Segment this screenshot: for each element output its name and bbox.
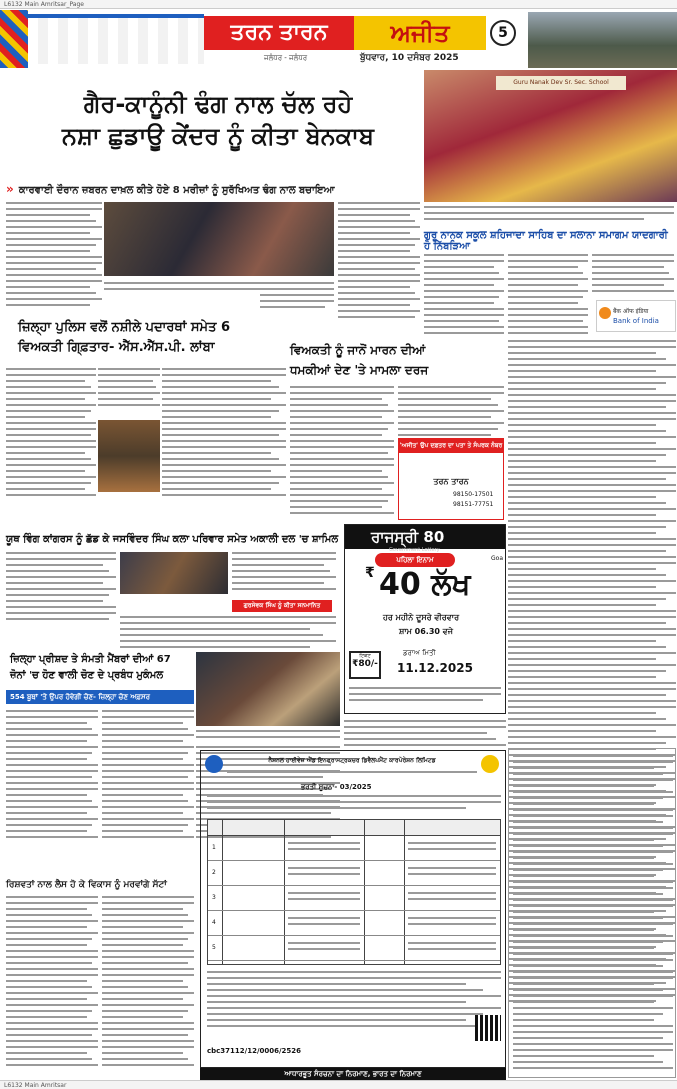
- lottery-fineprint: [349, 687, 501, 705]
- story2-headline-line2: ਵਿਅਕਤੀ ਗਿ੍ਫ਼ਤਾਰ- ਐੱਸ.ਐੱਸ.ਪੀ. ਲਾਂਬਾ: [18, 340, 215, 355]
- story4-col-3: [232, 552, 336, 594]
- recruitment-ad-number: ਭਰਤੀ ਸੂਚਨਾ- 03/2025: [301, 783, 372, 791]
- masthead-ornament-left: [28, 14, 204, 64]
- lottery-prize-label: ਪਹਿਲਾ ਇਨਾਮ: [375, 553, 455, 567]
- bharat-logo-icon: [481, 755, 499, 773]
- lead-photo-caption: [104, 282, 334, 294]
- story2-col-1: [6, 368, 96, 500]
- recruitment-intro: [207, 795, 501, 813]
- lottery-schedule: ਹਰ ਮਹੀਨੇ ਦੂਸਰੇ ਵੀਰਵਾਰ: [383, 613, 460, 622]
- lottery-draw-label: ਡਰਾਅ ਮਿਤੀ: [403, 649, 436, 657]
- story6-col-1: [6, 896, 98, 1070]
- ssp-photo: [98, 420, 160, 492]
- lottery-amount: 40 ਲੱਖ: [379, 567, 471, 602]
- recruitment-footer-code: cbc37112/12/0006/2526: [207, 1047, 302, 1055]
- lottery-ad: [344, 524, 506, 714]
- recruitment-row-number: 4: [212, 919, 216, 926]
- page-number: 5: [490, 20, 516, 46]
- recruitment-table-row: [208, 886, 500, 911]
- recruitment-table-row: [208, 911, 500, 936]
- lead-headline-line2: ਨਸ਼ਾ ਛੁਡਾਊ ਕੇਂਦਰ ਨੂੰ ਕੀਤਾ ਬੇਨਕਾਬ: [62, 122, 374, 150]
- lead-subhead: [6, 178, 418, 198]
- masthead-title-left: ਤਰਨ ਤਾਰਨ: [204, 16, 354, 50]
- lead-col-1: [6, 202, 102, 310]
- bank-logo-icon: [599, 307, 611, 319]
- school-banner: Guru Nanak Dev Sr. Sec. School: [496, 76, 626, 90]
- bank-ad: [596, 300, 676, 332]
- story3-col-2: [398, 386, 504, 440]
- lottery-rupee-symbol: ₹: [365, 565, 375, 581]
- story3-headline: [290, 340, 504, 380]
- school-event-photo: [424, 70, 677, 202]
- story2-col-3: [162, 368, 286, 500]
- recruitment-table: [207, 819, 501, 965]
- masthead-pattern-left: [0, 10, 28, 68]
- story5-photo-caption: [196, 730, 340, 742]
- small-notice: [344, 720, 506, 750]
- recruitment-table-row: [208, 836, 500, 861]
- bank-name-hi: बैंक ऑफ इंडिया: [613, 308, 649, 315]
- lead-col-2: [260, 294, 334, 312]
- masthead: [0, 10, 677, 68]
- masthead-date: ਬੁੱਧਵਾਰ, 10 ਦਸੰਬਰ 2025: [360, 53, 459, 63]
- masthead-city: ਜਲੰਧਰ - ਜਲੰਧਰ: [264, 54, 308, 62]
- school-col-1: [424, 254, 504, 338]
- story3-headline-line1: ਵਿਅਕਤੀ ਨੂੰ ਜਾਨੋਂ ਮਾਰਨ ਦੀਆਂ: [290, 343, 426, 357]
- lottery-time: ਸ਼ਾਮ 06.30 ਵਜੇ: [399, 627, 453, 636]
- recruitment-body: [207, 971, 501, 1031]
- lottery-draw-date: 11.12.2025: [397, 661, 473, 675]
- story2-headline-line1: ਜ਼ਿਲ੍ਹਾ ਪੁਲਿਸ ਵਲੋਂ ਨਸ਼ੀਲੇ ਪਦਾਰਥਾਂ ਸਮੇਤ 6: [18, 320, 230, 335]
- story5-headline-line2: ਜ਼ੋਨਾਂ 'ਚ ਹੋਣ ਵਾਲੀ ਚੋਣ ਦੇ ਪ੍ਰਬੰਧ ਮੁਕੰਮਲ: [10, 670, 164, 681]
- story4-col-2: [120, 616, 336, 652]
- school-headline: ਗੁਰੂ ਨਾਨਕ ਸਕੂਲ ਸ਼ਹਿਜਾਦਾ ਸਾਹਿਬ ਦਾ ਸਲਾਨਾ ਸਮਾਗਮ ਯਾਦਗਾਰੀ ਹੋ ਨਿੱਬੜਿਆ: [424, 230, 668, 252]
- story6-col-2: [102, 896, 194, 1070]
- ajit-box-title: 'ਅਜੀਤ' ਉਪ ਦਫ਼ਤਰ ਦਾ ਪਤਾ ਤੇ ਸੰਪਰਕ ਨੰਬਰ: [399, 439, 503, 453]
- lead-photo: [104, 202, 334, 276]
- recruitment-row-number: 2: [212, 869, 216, 876]
- top-print-strip: [0, 0, 677, 9]
- story3-col-1: [290, 386, 394, 518]
- story4-col-1: [6, 552, 116, 624]
- bottom-print-strip: [0, 1080, 677, 1089]
- ajit-phone-2: 98151-77751: [453, 501, 494, 508]
- lead-col-3: [338, 202, 420, 322]
- bottom-print-text: L6132 Main Amritsar: [4, 1082, 67, 1089]
- story5-col-2: [102, 710, 194, 842]
- right-notices-text: [513, 755, 673, 1073]
- recruitment-ad: [200, 750, 506, 1068]
- lottery-subbrand: Government Lottery: [389, 547, 440, 553]
- lead-headline-line1: ਗੈਰ-ਕਾਨੂੰਨੀ ਢੰਗ ਨਾਲ ਚੱਲ ਰਹੇ: [83, 90, 353, 118]
- story5-headline: [10, 652, 190, 684]
- recruitment-address: [227, 771, 477, 777]
- recruitment-row-number: 1: [212, 844, 216, 851]
- story5-col-1: [6, 710, 98, 842]
- recruitment-org: ਨੈਸ਼ਨਲ ਹਾਈਵੇਜ਼ ਐਂਡ ਇਨਫ੍ਰਾਸਟ੍ਰਕਚਰ ਡਿਵੈਲਪਮੈਂਟ ਕਾਰਪੋਰੇਸ਼ਨ ਲਿਮਿਟਡ: [268, 757, 436, 764]
- ajit-phone-1: 98150-17501: [453, 491, 494, 498]
- story3-headline-line2: ਧਮਕੀਆਂ ਦੇਣ 'ਤੇ ਮਾਮਲਾ ਦਰਜ: [290, 363, 429, 377]
- qr-code-icon: [475, 1015, 501, 1041]
- recruitment-table-header: [208, 820, 500, 836]
- top-print-text: L6132 Main Amritsar_Page: [4, 1, 84, 8]
- story5-blue-subhead: 554 ਬੂਥਾਂ 'ਤੇ ਉਪਰ ਹੋਵੇਗੀ ਚੋਣ- ਜ਼ਿਲ੍ਹਾ ਚੋਣ ਅਫ਼ਸਰ: [6, 690, 194, 704]
- nhidcl-logo-icon: [205, 755, 223, 773]
- story5-headline-line1: ਜ਼ਿਲ੍ਹਾ ਪ੍ਰੀਸ਼ਦ ਤੇ ਸੰਮਤੀ ਮੈਂਬਰਾਂ ਦੀਆਂ 67: [10, 654, 171, 665]
- right-notices: [508, 748, 676, 1078]
- story4-photo: [120, 552, 228, 594]
- story2-col-2-top: [98, 368, 160, 410]
- subhead-arrow-icon: »: [6, 182, 14, 196]
- lead-subhead-text: ਕਾਰਵਾਈ ਦੌਰਾਨ ਜ਼ਬਰਨ ਦਾਖ਼ਲ ਕੀਤੇ ਹੋਏ 8 ਮਰੀਜ਼ਾਂ ਨੂੰ ਸੁਰੱਖਿਅਤ ਢੰਗ ਨਾਲ ਬਚਾਇਆ: [18, 185, 335, 196]
- lottery-ticket-badge: [349, 651, 381, 679]
- bank-name: Bank of India: [613, 317, 659, 325]
- ajit-box-city: ਤਰਨ ਤਾਰਨ: [433, 477, 469, 486]
- story5-photo: [196, 652, 340, 726]
- school-caption: [424, 206, 674, 224]
- masthead-title-right: ਅਜੀਤ: [354, 16, 486, 50]
- school-col-2: [508, 254, 588, 338]
- lottery-price: ₹80/-: [352, 659, 378, 669]
- recruitment-bottom-banner: ਆਧਾਰਭੂਤ ਸੰਰਚਨਾ ਦਾ ਨਿਰਮਾਣ, ਭਾਰਤ ਦਾ ਨਿਰਮਾਣ: [200, 1068, 506, 1080]
- masthead-photo: [528, 12, 677, 68]
- recruitment-row-number: 3: [212, 894, 216, 901]
- story2-headline: [18, 318, 286, 358]
- story4-headline: ਯੂਥ ਵਿੰਗ ਕਾਂਗਰਸ ਨੂੰ ਛੱਡ ਕੇ ਜਸਵਿੰਦਰ ਸਿੰਘ ਕਲਾ ਪਰਿਵਾਰ ਸਮੇਤ ਅਕਾਲੀ ਦਲ 'ਚ ਸ਼ਾਮਿਲ: [6, 534, 339, 545]
- ajit-contact-box: [398, 438, 504, 520]
- recruitment-table-row: [208, 861, 500, 886]
- lead-headline: [18, 88, 418, 152]
- lottery-brand: ਰਾਜਸ੍ਰੀ 80: [345, 525, 505, 549]
- school-col-3: [592, 254, 674, 296]
- story6-headline: ਰਿਸ਼ਵਤਾਂ ਨਾਲ ਲੈਸ ਹੋ ਕੇ ਵਿਕਾਸ ਨੂੰ ਮਰਵਾਂਗੇ ਸੱਟਾਂ: [6, 880, 167, 890]
- story4-tag: ਗੁਰਸੇਵਕ ਸਿੰਘ ਨੂੰ ਕੀਤਾ ਸਨਮਾਨਿਤ: [232, 600, 332, 612]
- recruitment-row-number: 5: [212, 944, 216, 951]
- recruitment-table-row: [208, 936, 500, 961]
- lottery-goa: Goa: [491, 555, 503, 562]
- lottery-ticket-label: ਟਿਕਟ: [359, 653, 371, 659]
